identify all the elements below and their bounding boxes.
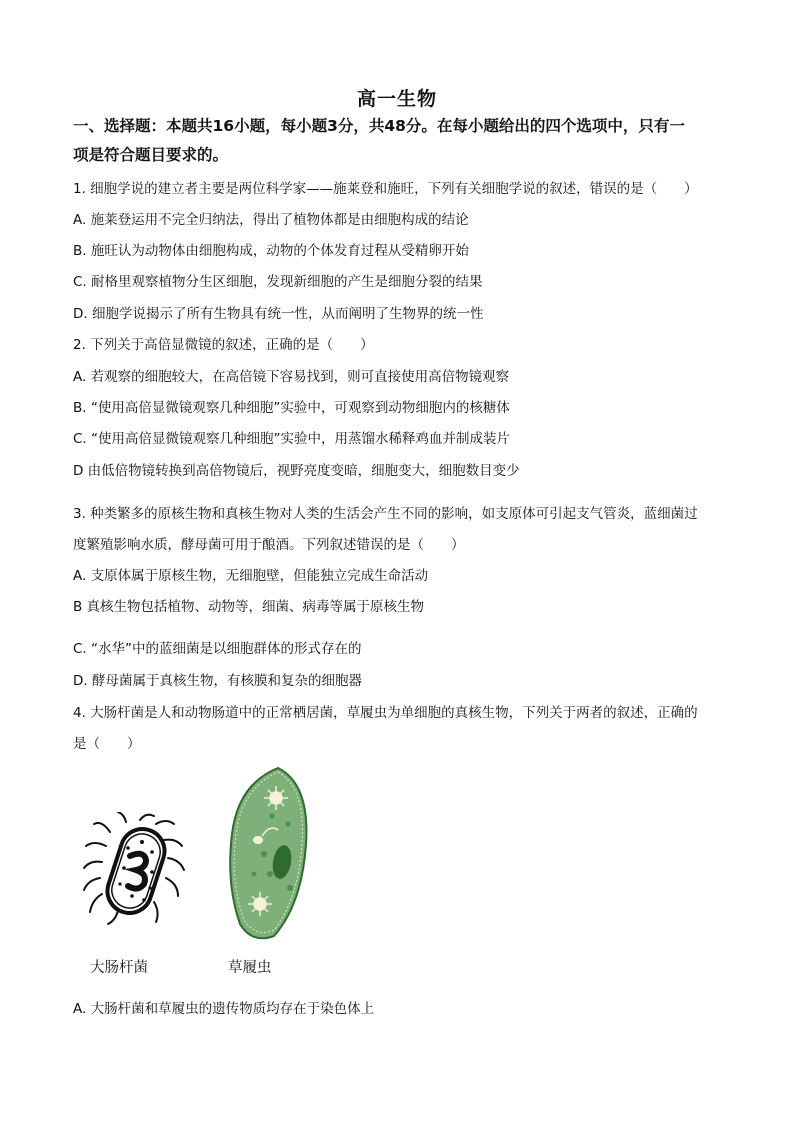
q1-option-a: A. 施莱登运用不完全归纳法，得出了植物体都是由细胞构成的结论 — [73, 212, 469, 228]
q3-option-d: D. 酵母菌属于真核生物，有核膜和复杂的细胞器 — [73, 673, 362, 689]
q2-stem: 2. 下列关于高倍显微镜的叙述，正确的是（ ） — [73, 337, 374, 353]
q3-option-a: A. 支原体属于原核生物，无细胞壁，但能独立完成生命活动 — [73, 568, 429, 584]
paramecium-illustration — [218, 764, 318, 944]
q4-option-a: A. 大肠杆菌和草履虫的遗传物质均存在于染色体上 — [73, 1001, 375, 1017]
q1-option-c: C. 耐格里观察植物分生区细胞，发现新细胞的产生是细胞分裂的结果 — [73, 274, 483, 290]
q2-option-b: B. “使用高倍显微镜观察几种细胞”实验中，可观察到动物细胞内的核糖体 — [73, 400, 510, 416]
q2-option-a: A. 若观察的细胞较大，在高倍镜下容易找到，则可直接使用高倍物镜观察 — [73, 369, 510, 385]
q1-option-b: B. 施旺认为动物体由细胞构成，动物的个体发育过程从受精卵开始 — [73, 243, 469, 259]
q4-stem-line1: 4. 大肠杆菌是人和动物肠道中的正常栖居菌，草履虫为单细胞的真核生物，下列关于两者的叙述，正确的 — [73, 705, 698, 721]
q3-stem-line2: 度繁殖影响水质，酵母菌可用于酿酒。下列叙述错误的是（ ） — [73, 537, 465, 553]
q2-option-d: D 由低倍物镜转换到高倍物镜后，视野亮度变暗，细胞变大，细胞数目变少 — [73, 463, 520, 479]
q1-option-d: D. 细胞学说揭示了所有生物具有统一性，从而阐明了生物界的统一性 — [73, 306, 484, 322]
e-coli-label: 大肠杆菌 — [90, 960, 148, 976]
e-coli-illustration — [80, 812, 190, 927]
q3-option-b: B 真核生物包括植物、动物等，细菌、病毒等属于原核生物 — [73, 599, 425, 615]
q3-stem-line1: 3. 种类繁多的原核生物和真核生物对人类的生活会产生不同的影响，如支原体可引起支气管炎，蓝细菌过 — [73, 506, 698, 522]
page-title: 高一生物 — [356, 88, 437, 110]
q3-option-c: C. “水华”中的蓝细菌是以细胞群体的形式存在的 — [73, 641, 362, 657]
paramecium-label: 草履虫 — [228, 960, 272, 976]
q4-stem-line2: 是（ ） — [73, 736, 141, 752]
section-heading-line1: 一、选择题：本题共16小题，每小题3分，共48分。在每小题给出的四个选项中，只有一 — [73, 117, 685, 135]
section-heading-line2: 项是符合题目要求的。 — [73, 146, 229, 164]
q1-stem: 1. 细胞学说的建立者主要是两位科学家——施莱登和施旺，下列有关细胞学说的叙述，错误的是（ ） — [73, 181, 698, 197]
q2-option-c: C. “使用高倍显微镜观察几种细胞”实验中，用蒸馏水稀释鸡血并制成装片 — [73, 431, 510, 447]
